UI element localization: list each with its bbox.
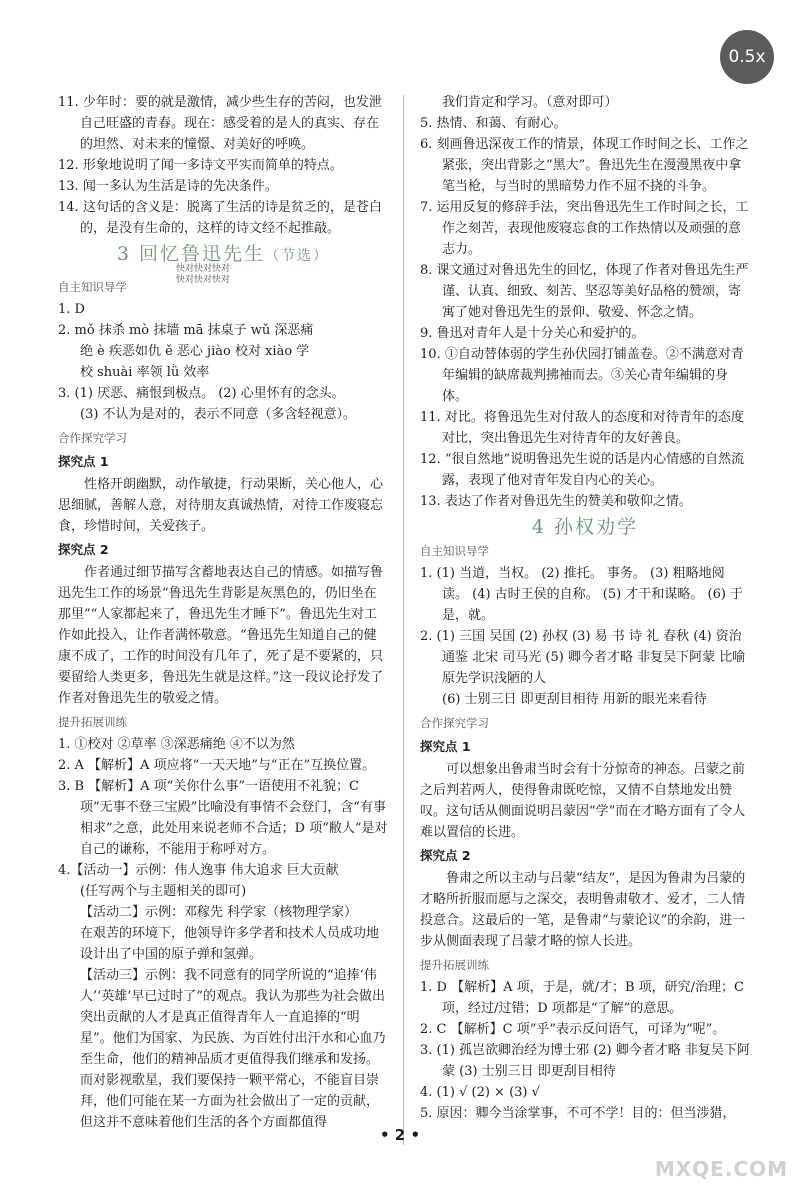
answer-item-cont: (3) 不认为是对的，表示不同意（多含轻视意）。 — [80, 407, 357, 422]
answer-item — [420, 407, 750, 449]
answer-item-cont: (任写两个与主题相关的即可) — [80, 884, 247, 899]
answer-item — [420, 449, 750, 491]
inquiry-point-heading: 探究点 2 — [420, 848, 471, 863]
section-heading: 自主知识导学 — [58, 280, 127, 294]
answer-number: 12. — [420, 452, 441, 467]
handwritten-note — [176, 264, 230, 286]
answer-item-cont: 【活动二】示例：邓稼先 科学家（核物理学家） — [80, 905, 358, 920]
answer-text: 少年时：要的就是激情，减少些生存的苦闷，也发泄自己旺盛的青春。现在：感受着的是人的真实、存在的坦然、对未来的憧憬、对美好的呼唤。 — [80, 95, 382, 152]
section-heading: 提升拓展训练 — [58, 715, 127, 729]
answer-item-cont: 【活动三】示例：我不同意有的同学所说的“追捧‘伟人’‘英雄’早已过时了”的观点。我认为那些为社会做出突出贡献的人才是真正值得青年人一直追捧的“明星”。他们为国家、为民族、为百姓付出汗水和心血乃至生命，他们的精神品质才更值得我们继承和发扬。而对影视歌星，我们要保持一颗平常心，不能盲目崇拜，他们可能在某一方面为社会做出了一定的贡献，但这并不意味着他们生活的各个方面都值得 — [80, 968, 386, 1130]
left-column — [58, 92, 388, 1133]
section-heading: 合作探究学习 — [58, 431, 127, 445]
answer-text: ①自动替体弱的学生孙伏园打铺盖卷。②不满意对青年编辑的缺席裁判拂袖而去。③关心青年编辑的身体。 — [442, 347, 744, 404]
answer-text: 鲁迅对青年人是十分关心和爱护的。 — [436, 326, 645, 341]
answer-number: 11. — [58, 95, 79, 110]
answer-item: 2. C 【解析】C 项“乎”表示反问语气，可译为“呢”。 — [420, 1022, 726, 1037]
answer-number: 9. — [420, 326, 433, 341]
answer-text: 课文通过对鲁迅先生的回忆，体现了作者对鲁迅先生严谨、认真、细致、刻苦、坚忍等美好品格的赞颂，寄寓了她对鲁迅先生的景仰、敬爱、怀念之情。 — [436, 263, 749, 320]
answer-item: 1. D 【解析】A 项，于是，就/才；B 项，研究/治理；C 项，经过/过错；D 项都是“了解”的意思。 — [420, 980, 745, 1016]
answer-number: 5. — [420, 116, 433, 131]
answer-item — [420, 491, 750, 512]
answer-item: 5. 原因：卿今当涂掌事，不可不学！目的：但当涉猎， — [420, 1106, 736, 1121]
answer-item: 1. ①校对 ②草率 ③深恶痛绝 ④不以为然 — [58, 737, 295, 752]
right-column — [420, 92, 750, 1124]
answer-number: 14. — [58, 200, 79, 215]
answer-text: 表达了作者对鲁迅先生的赞美和敬仰之情。 — [444, 494, 692, 509]
answer-text: 闻一多认为生活是诗的先决条件。 — [82, 179, 278, 194]
answer-text: 这句话的含义是：脱离了生活的诗是贫乏的，是苍白的，是没有生命的，这样的诗文经不起推敲。 — [80, 200, 382, 236]
inquiry-point-heading: 探究点 1 — [420, 739, 471, 754]
answer-item: 1. D — [58, 302, 85, 317]
answer-item — [58, 176, 388, 197]
answer-item — [420, 197, 750, 260]
answer-item: 3. (1) 孤岂欲卿治经为博士邪 (2) 卿今者才略 非复吴下阿蒙 (3) 士别三日 即更刮目相待 — [420, 1043, 750, 1079]
pinyin-answer: 2. mǒ 抹杀 mò 抹墙 mā 抹桌子 wǔ 深恶痛 — [58, 323, 314, 338]
answer-number: 11. — [420, 410, 441, 425]
answer-text: 对比。将鲁迅先生对付敌人的态度和对待青年的态度对比，突出鲁迅先生对待青年的友好善良。 — [442, 410, 744, 446]
lesson-title-text: 3 回忆鲁迅先生 — [116, 243, 266, 265]
right-answer-list — [420, 113, 750, 512]
answer-item: 1. (1) 当道，当权。 (2) 推托。 事务。 (3) 粗略地阅读。 (4) 古时王侯的自称。 (5) 才干和谋略。 (6) 于是，就。 — [420, 566, 744, 623]
left-answer-list — [58, 92, 388, 239]
pinyin-answer-row: 校 shuài 率领 lǜ 效率 — [80, 365, 210, 380]
answer-item — [420, 113, 750, 134]
answer-number: 8. — [420, 263, 433, 278]
answer-number: 13. — [58, 179, 79, 194]
answer-item: 3. B 【解析】A 项“关你什么事”一语使用不礼貌；C 项“无事不登三宝殿”比喻没有事情不会登门，含“有事相求”之意，此处用来说老师不合适；D 项“敝人”是对自己的谦称，不能用于称呼对方。 — [58, 779, 388, 857]
answer-item — [58, 155, 388, 176]
answer-number: 13. — [420, 494, 441, 509]
answer-item — [58, 197, 388, 239]
answer-item: 3. (1) 厌恶、痛恨到极点。 (2) 心里怀有的念头。 — [58, 386, 345, 401]
answer-item — [420, 260, 750, 323]
handwritten-note-line: 快对快对快对 — [176, 264, 231, 274]
answer-text: 热情、和蔼、有耐心。 — [436, 116, 567, 131]
answer-text: 运用反复的修辞手法，突出鲁迅先生工作时间之长，工作之刻苦，表现他废寝忘食的工作热情以及顽强的意志力。 — [436, 200, 749, 257]
section-heading: 合作探究学习 — [420, 716, 489, 730]
lesson-subtitle: （节选） — [265, 248, 330, 264]
answer-item: 4. (1) √ (2) × (3) √ — [420, 1085, 540, 1100]
inquiry-point-heading: 探究点 2 — [58, 542, 109, 557]
answer-number: 10. — [420, 347, 441, 362]
site-watermark: MXQE.COM — [654, 1157, 788, 1181]
answer-number: 6. — [420, 137, 433, 152]
answer-text: 形象地说明了闻一多诗文平实而简单的特点。 — [82, 158, 343, 173]
inquiry-point-heading: 探究点 1 — [58, 454, 109, 469]
page-number: • 2 • — [379, 1126, 421, 1144]
lesson-title-4: 4 孙权劝学 — [531, 516, 639, 538]
answer-text: “很自然地”说明鲁迅先生说的话是内心情感的自然流露，表现了他对青年发自内心的关心。 — [442, 452, 745, 488]
inquiry-point-text: 可以想象出鲁肃当时会有十分惊奇的神态。吕蒙之前之后判若两人，使得鲁肃既吃惊，又情不自禁地发出赞叹。这句话从侧面说明吕蒙因“学”而在才略方面有了令人难以置信的长进。 — [420, 762, 746, 840]
inquiry-point-text: 鲁肃之所以主动与吕蒙“结友”，是因为鲁肃为吕蒙的才略所折服而愿与之深交，表明鲁肃敬才、爱才，二人情投意合。这最后的一笔，是鲁肃“与蒙论议”的余韵，进一步从侧面表现了吕蒙才略的惊人长进。 — [420, 871, 746, 949]
answer-item — [420, 134, 750, 197]
answer-item-cont: 我们肯定和学习。（意对即可） — [442, 95, 618, 110]
section-heading: 提升拓展训练 — [420, 958, 489, 972]
playback-speed-badge[interactable]: 0.5x — [720, 30, 774, 84]
inquiry-point-text: 作者通过细节描写含蓄地表达自己的情感。如描写鲁迅先生工作的场景“鲁迅先生背影是灰黑色的，仍旧坐在那里”“人家都起来了，鲁迅先生才睡下”。鲁迅先生对工作如此投入，让作者满怀敬意。“鲁迅先生知道自己的健康不成了，工作的时间没有几年了，死了是不要紧的，只要留给人类更多，鲁迅先生就是这样。”这一段议论抒发了作者对鲁迅先生的敬爱之情。 — [58, 565, 384, 706]
pinyin-answer-row: 绝 è 疾恶如仇 ě 恶心 jiào 校对 xiào 学 — [80, 344, 310, 359]
column-divider — [403, 95, 404, 1145]
answer-text: 刻画鲁迅深夜工作的情景，体现工作时间之长、工作之紧张，突出背影之“黑大”。鲁迅先生在漫漫黑夜中拿笔当枪，与当时的黑暗势力作不屈不挠的斗争。 — [436, 137, 749, 194]
answer-item — [420, 344, 750, 407]
answer-item — [58, 92, 388, 155]
handwritten-note-line: 快对快对快对 — [176, 275, 231, 285]
answer-item: 2. A 【解析】A 项应将“一天天地”与“正在”互换位置。 — [58, 758, 376, 773]
answer-number: 7. — [420, 200, 433, 215]
inquiry-point-text: 性格开朗幽默，动作敏捷，行动果断，关心他人，心思细腻，善解人意，对待朋友真诚热情，对待工作废寝忘食，珍惜时间，关爱孩子。 — [58, 477, 384, 534]
answer-number: 12. — [58, 158, 79, 173]
answer-item — [420, 323, 750, 344]
answer-item-cont: (6) 士别三日 即更刮目相待 用新的眼光来看待 — [442, 692, 707, 707]
answer-item: 4.【活动一】示例：伟人逸事 伟大追求 巨大贡献 — [58, 863, 339, 878]
answer-item: 2. (1) 三国 吴国 (2) 孙权 (3) 易 书 诗 礼 春秋 (4) 资治通鉴 北宋 司马光 (5) 卿今者才略 非复吴下阿蒙 比喻原先学识浅陋的人 — [420, 629, 746, 686]
answer-item-cont: 在艰苦的环境下，他领导许多学者和技术人员成功地设计出了中国的原子弹和氢弹。 — [80, 926, 380, 962]
section-heading: 自主知识导学 — [420, 544, 489, 558]
